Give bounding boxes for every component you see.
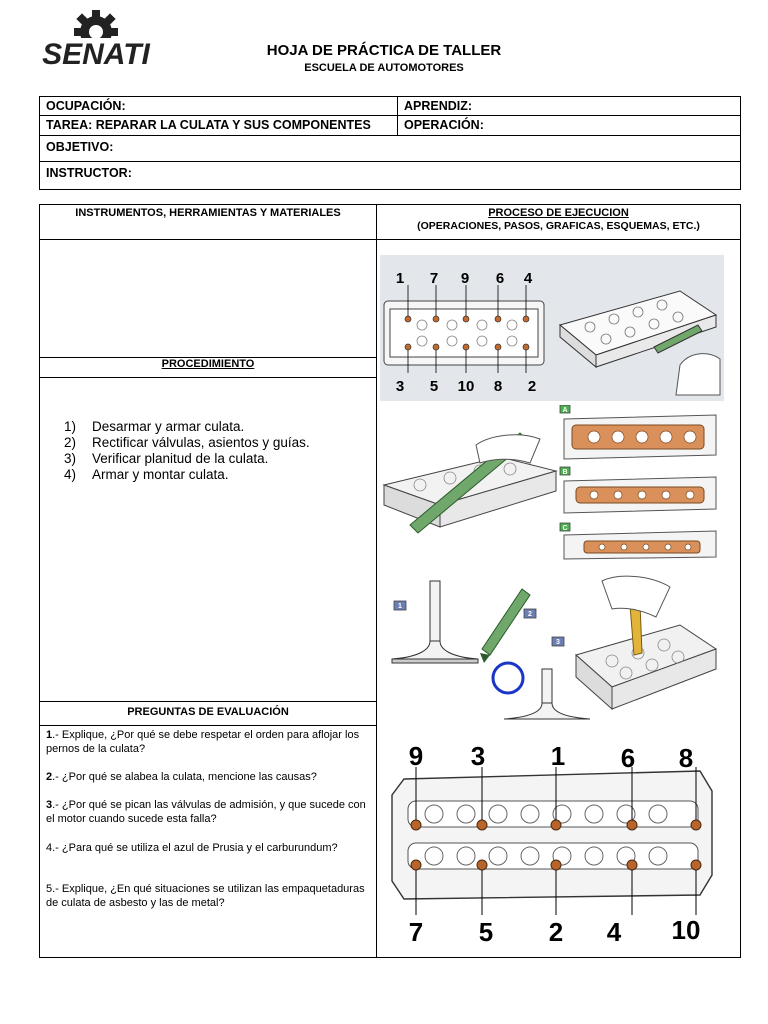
bolt-label: 8 [678, 743, 694, 773]
question-2: 2.- ¿Por qué se alabea la culata, mencione las causas? [46, 771, 317, 783]
bolt-label: 5 [478, 917, 494, 947]
bolt-label: 10 [671, 915, 701, 945]
bolt-label: 4 [523, 270, 533, 287]
tarea-field: TAREA: REPARAR LA CULATA Y SUS COMPONENTES [46, 118, 371, 132]
bolt-label: 4 [606, 917, 622, 947]
valve-label: 2 [528, 611, 532, 618]
bolt-label: 1 [550, 741, 566, 771]
figure-bolt-order-1 [380, 255, 724, 401]
question-5: 5.- Explique, ¿En qué situaciones se utilizan las empaquetaduras de culata de asbesto y las de metal? [46, 883, 365, 909]
procedure-step: 4) Armar y montar culata. [64, 467, 229, 482]
valve-seat-ring [493, 663, 523, 693]
question-3: 3.- ¿Por qué se pican las válvulas de admisión, y que sucede con el motor cuando sucede esta falla? [46, 799, 366, 825]
bolt-label: 2 [548, 917, 564, 947]
bolt-label: 6 [495, 270, 505, 287]
valve-label: 3 [556, 639, 560, 646]
process-header: PROCESO DE EJECUCION [488, 207, 629, 219]
bolt-label: 5 [429, 378, 439, 395]
page-subtitle: ESCUELA DE AUTOMOTORES [304, 62, 464, 74]
process-subheader: (OPERACIONES, PASOS, GRAFICAS, ESQUEMAS, ETC.) [417, 220, 700, 232]
operacion-field: OPERACIÓN: [404, 118, 484, 132]
procedure-title: PROCEDIMIENTO [161, 358, 255, 370]
gasket-label: B [562, 469, 568, 476]
bolt-label: 2 [527, 378, 537, 395]
bolt-label: 9 [460, 270, 470, 287]
bolt-label: 7 [408, 917, 424, 947]
question-4: 4.- ¿Para qué se utiliza el azul de Prusia y el carburundum? [46, 842, 338, 854]
objetivo-field: OBJETIVO: [46, 140, 114, 154]
bolt-label: 3 [395, 378, 405, 395]
logo-text: SENATI [42, 38, 150, 71]
procedure-list [64, 419, 310, 483]
bolt-label: 10 [457, 378, 475, 395]
bolt-label: 1 [395, 270, 405, 287]
valve-label: 1 [398, 603, 402, 610]
bolt-label: 9 [408, 741, 424, 771]
main-table [39, 204, 741, 958]
question-1: 1.- Explique, ¿Por qué se debe respetar el orden para aflojar los pernos de la culata? [46, 729, 360, 755]
procedure-step: 2) Rectificar válvulas, asientos y guías. [64, 435, 310, 450]
gasket-label: C [562, 525, 568, 532]
page-title: HOJA DE PRÁCTICA DE TALLER [266, 42, 502, 59]
figure-bolt-order-2 [380, 731, 724, 947]
instruments-header: INSTRUMENTOS, HERRAMIENTAS Y MATERIALES [75, 207, 341, 219]
bolt-label: 6 [620, 743, 636, 773]
info-table [39, 96, 741, 190]
ocupacion-field: OCUPACIÓN: [46, 99, 126, 113]
figure-valve-lapping [380, 569, 724, 727]
bolt-label: 7 [429, 270, 439, 287]
figure-flatness [380, 405, 724, 561]
gasket-label: A [562, 407, 568, 414]
procedure-step: 3) Verificar planitud de la culata. [64, 451, 269, 466]
aprendiz-field: APRENDIZ: [404, 99, 473, 113]
procedure-step: 1) Desarmar y armar culata. [64, 419, 245, 434]
instructor-field: INSTRUCTOR: [46, 166, 132, 180]
questions-title: PREGUNTAS DE EVALUACIÓN [127, 706, 289, 718]
bolt-label: 8 [493, 378, 503, 395]
bolt-label: 3 [470, 741, 486, 771]
